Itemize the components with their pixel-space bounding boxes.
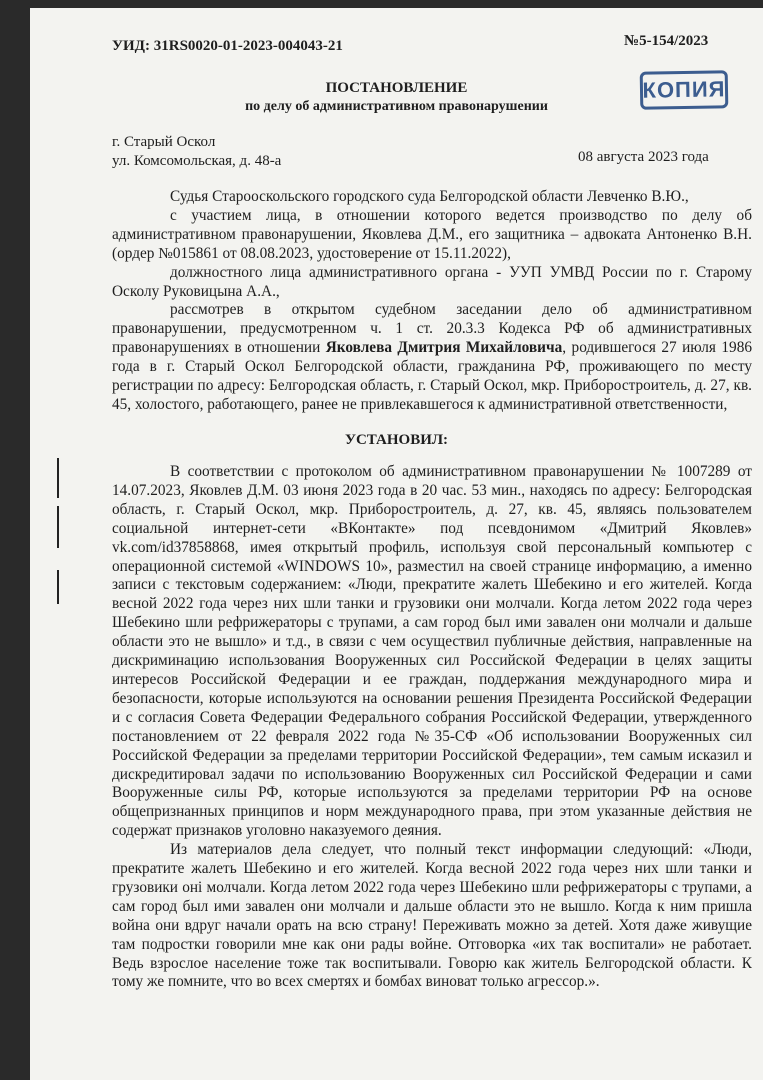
protocol-paragraph: В соответствии с протоколом об административном правонарушении № 1007289 от 14.07.2023, Яковлев Д.М. 03 июня 2023 года в 20 час. 53 мин., находясь по адресу: Белгородская область, г. Старый Оскол, мкр. Приборостроитель, д. 27, кв. 45, являясь пользователем социальной интернет-сети «ВКонтакте» под псевдонимом «Дмитрий Яковлев» vk.com/id37858868, имея открытый профиль, используя свой персональный компьютер с операционной системой «WINDOWS 10», разместил на своей странице информацию, а именно записи с текстовым содержанием: «Люди, прекратите жалеть Шебекино и его жителей. Когда весной 2022 года через них шли танки и грузовики они молчали. Когда летом 2022 года через Шебекино шли рефрижераторы с трупами, а сам город был ими завален они молчали и дальше области это не вышло» и т.д., в связи с чем осуществил публичные действия, направленные на дискриминацию использования Вооруженных сил Российской Федерации в целях защиты интересов Российской Федерации и ее граждан, поддержания международного мира и безопасности, которые используются на основании решения Президента Российской Федерации и с согласия Совета Федерации Федерального собрания Российской Федерации, утвержденного постановлением от 22 февраля 2022 года №35-СФ «Об использовании Вооруженных сил Российской Федерации за пределами территории Российской Федерации», тем самым исказил и дискредитировал задачи по использованию Вооруженных сил Российской Федерации и сами Вооруженные силы РФ, которые используются за пределами территории РФ на основе общепризнанных принципов и норм международного права, при этом указанные действия не содержат признаков уголовно наказуемого деяния. [112,463,752,840]
intro-section [112,188,752,415]
city: г. Старый Оскол [112,134,216,150]
document-page [30,8,763,1080]
established-heading: УСТАНОВИЛ: [344,432,449,448]
full-text-paragraph: Из материалов дела следует, что полный текст информации следующий: «Люди, прекратите жалеть Шебекино и его жителей. Когда весной 2022 года через них шли танки и грузовики оні молчали. Когда летом 2022 года через Шебекино шли рефрижераторы с трупами, а сам город был ими завален они молчали и дальше области это не вышло. Когда к ним пришла война они вдруг начали орать на всю страну! Переживать можно за детей. Хотя даже живущие там подростки говорили мне как они рады войне. Отговорка «их так воспитали» не работает. Ведь взрослое население тоже так воспитывали. Говорю как житель Белгородской области. К тому же помните, что во всех смертях и бомбах виноват только агрессор.». [112,841,752,991]
margin-mark [57,458,59,498]
document-date: 08 августа 2023 года [578,149,709,165]
copy-stamp-text: КОПИЯ [642,76,726,103]
case-description-continuation: , родившегося 27 июля 1986 года в г. Старый Оскол Белгородской области, гражданина РФ, проживающего по месту регистрации по адресу: Белгородская область, г. Старый Оскол, мкр. Приборостроитель, д. 27, кв. 45, холостого, работающего, ранее не привлекавшегося к административной ответственности, [112,339,752,413]
margin-mark [57,570,59,604]
case-description-paragraph [112,301,752,414]
uid-label: УИД: 31RS0020-01-2023-004043-21 [112,38,343,54]
defendant-name: Яковлева Дмитрия Михайловича [325,339,563,357]
document-subtitle: по делу об административном правонарушении [245,99,548,114]
judge-paragraph: Судья Старооскольского городского суда Белгородской области Левченко В.Ю., [170,188,689,205]
case-number: №5-154/2023 [624,33,709,49]
margin-mark [57,506,59,548]
findings-section [112,463,752,992]
participants-paragraph: с участием лица, в отношении которого ведется производство по делу об административном правонарушении, Яковлева Д.М., его защитника – адвоката Антоненко В.Н. (ордер №015861 от 08.08.2023, удостоверение от 15.11.2022), [112,206,752,262]
document-title: ПОСТАНОВЛЕНИЕ [325,80,468,96]
street-address: ул. Комсомольская, д. 48-а [112,153,282,169]
official-paragraph: должностного лица административного органа - УУП УМВД России по г. Старому Осколу Руковицына А.А., [112,263,752,300]
case-description-text: рассмотрев в открытом судебном заседании дело об административном правонарушении, предусмотренном ч. 1 ст. 20.3.3 Кодекса РФ об административных правонарушениях в отношении [112,301,752,357]
